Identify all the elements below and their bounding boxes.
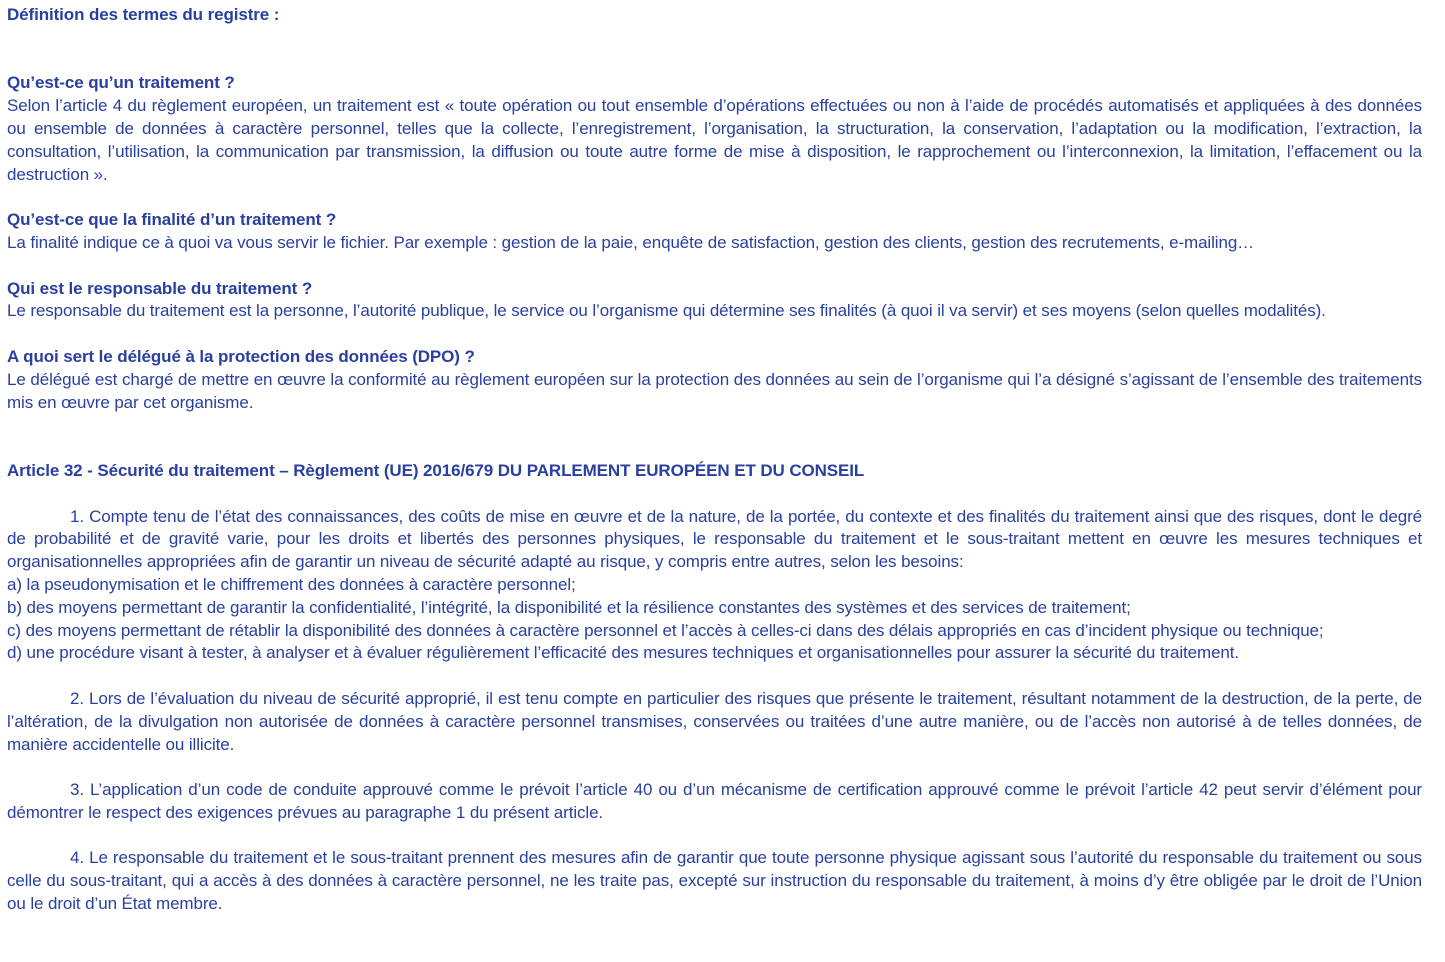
article-title: Article 32 - Sécurité du traitement – Règlement (UE) 2016/679 DU PARLEMENT EUROPÉEN ET DU CONSEIL [7,460,865,480]
definition-traitement [7,72,1422,186]
spacer [7,414,1422,460]
spacer [7,27,1422,73]
page-title: Définition des termes du registre : [7,5,280,24]
article-list-item-b: b) des moyens permettant de garantir la confidentialité, l’intégrité, la disponibilité et la résilience constantes des systèmes et des services de traitement; [7,597,1131,617]
definition-answer: Le délégué est chargé de mettre en œuvre la conformité au règlement européen sur la protection des données au sein de l’organisme qui l’a désigné s’agissant de l’ensemble des traitements mis en œuvre par cet organisme. [7,369,1422,412]
spacer [7,186,1422,209]
spacer [7,665,1422,688]
definition-finalite [7,209,1422,255]
spacer [7,255,1422,278]
definition-dpo [7,346,1422,414]
definition-answer: La finalité indique ce à quoi va vous servir le fichier. Par exemple : gestion de la paie, enquête de satisfaction, gestion des clients, gestion des recrutements, e-mailing… [7,232,1255,252]
definition-question: Qui est le responsable du traitement ? [7,278,313,298]
definition-question: Qu’est-ce que la finalité d’un traitement ? [7,210,337,230]
definition-answer: Le responsable du traitement est la personne, l’autorité publique, le service ou l’organisme qui détermine ses finalités (à quoi il va servir) et ses moyens (selon quelles modalités). [7,301,1326,321]
article-list-item-a: a) la pseudonymisation et le chiffrement des données à caractère personnel; [7,574,576,594]
definition-question: A quoi sert le délégué à la protection des données (DPO) ? [7,346,475,366]
article-paragraph-4: 4. Le responsable du traitement et le sous-traitant prennent des mesures afin de garantir que toute personne physique agissant sous l’autorité du responsable du traitement ou sous celle du sous-traitant, qui a accès à des données à caractère personnel, ne les traite pas, excepté sur instruction du responsable du traitement, à moins d’y être obligée par le droit de l’Union ou le droit d’un État membre. [7,848,1422,914]
definition-question: Qu’est-ce qu’un traitement ? [7,73,235,93]
definition-responsable [7,278,1422,324]
spacer [7,825,1422,848]
spacer [7,323,1422,346]
article-paragraph-3: 3. L’application d’un code de conduite approuvé comme le prévoit l’article 40 ou d’un mécanisme de certification approuvé comme le prévoit l’article 42 peut servir d’élément pour démontrer le respect des exigences prévues au paragraphe 1 du présent article. [7,780,1422,822]
article-list-item-d: d) une procédure visant à tester, à analyser et à évaluer régulièrement l’efficacité des mesures techniques et organisationnelles pour assurer la sécurité du traitement. [7,643,1240,663]
article-paragraph-2: 2. Lors de l’évaluation du niveau de sécurité approprié, il est tenu compte en particulier des risques que présente le traitement, résultant notamment de la destruction, de la perte, de l’altération, de la divulgation non autorisée de données à caractère personnel transmises, conservées ou traitées d’une autre manière, ou de l’accès non autorisé à de telles données, de manière accidentelle ou illicite. [7,688,1422,754]
article-list-item-c: c) des moyens permettant de rétablir la disponibilité des données à caractère personnel et l’accès à celles-ci dans des délais appropriés en cas d’incident physique ou technique; [7,620,1324,640]
article-32 [7,460,1422,916]
spacer [7,483,1422,506]
definition-answer: Selon l’article 4 du règlement européen, un traitement est « toute opération ou tout ensemble d’opérations effectuées ou non à l’aide de procédés automatisés et appliquées à des données ou ensemble de données à caractère personnel, telles que la collecte, l’enregistrement, l’organisation, la structuration, la conservation, l’adaptation ou la modification, l’extraction, la consultation, l’utilisation, la communication par transmission, la diffusion ou toute autre forme de mise à disposition, le rapprochement ou l’interconnexion, la limitation, l’effacement ou la destruction ». [7,96,1422,184]
spacer [7,756,1422,779]
article-paragraph-1: 1. Compte tenu de l’état des connaissances, des coûts de mise en œuvre et de la nature, de la portée, du contexte et des finalités du traitement ainsi que des risques, dont le degré de probabilité et de gravité varie, pour les droits et libertés des personnes physiques, le responsable du traitement et le sous-traitant mettent en œuvre les mesures techniques et organisationnelles appropriées afin de garantir un niveau de sécurité adapté au risque, y compris entre autres, selon les besoins: [7,506,1422,572]
document-page [7,4,1422,916]
